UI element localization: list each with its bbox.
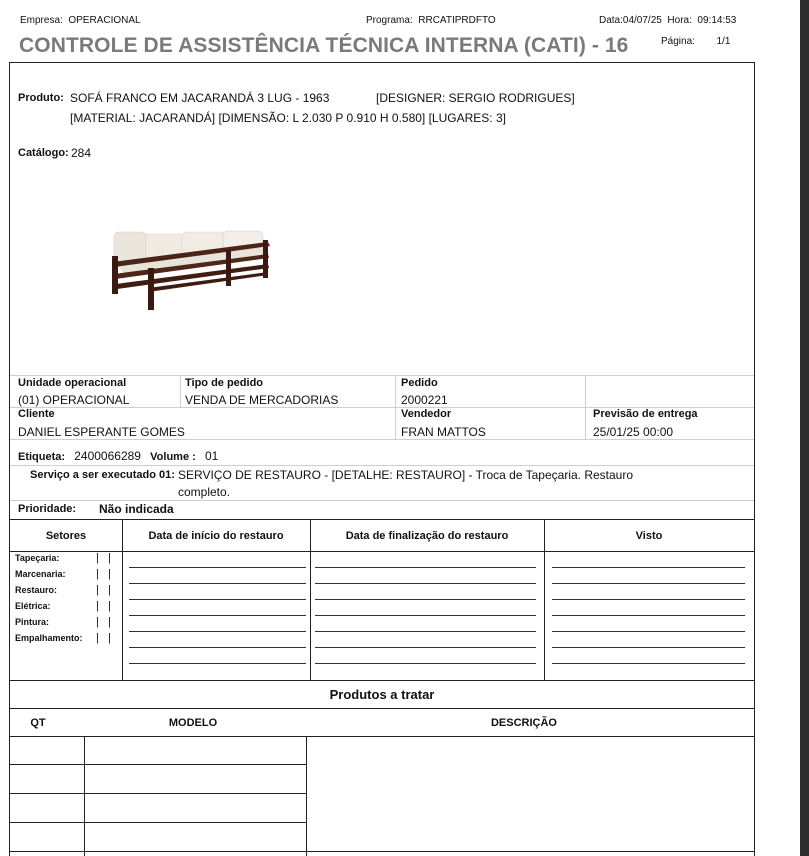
previsao-value: 25/01/25 00:00 bbox=[593, 425, 674, 439]
pagina-field: Página: 1/1 bbox=[661, 36, 731, 47]
col-data-finalizacao: Data de finalização do restauro bbox=[345, 530, 509, 542]
writing-line[interactable] bbox=[129, 583, 306, 584]
writing-line[interactable] bbox=[552, 615, 745, 616]
writing-line[interactable] bbox=[129, 647, 306, 648]
sector-pintura: Pintura: bbox=[15, 617, 50, 627]
sector-checkbox[interactable]: | | bbox=[96, 616, 111, 628]
col-setores: Setores bbox=[45, 530, 87, 542]
vendedor-label: Vendedor bbox=[401, 408, 452, 420]
tipo-pedido-value: VENDA DE MERCADORIAS bbox=[185, 393, 339, 407]
col-data-inicio: Data de início do restauro bbox=[148, 530, 284, 542]
writing-line[interactable] bbox=[315, 567, 536, 568]
writing-line[interactable] bbox=[552, 567, 745, 568]
writing-line[interactable] bbox=[315, 631, 536, 632]
writing-line[interactable] bbox=[129, 663, 306, 664]
writing-line[interactable] bbox=[315, 663, 536, 664]
vendedor-value: FRAN MATTOS bbox=[401, 425, 486, 439]
catalogo-label: Catálogo: bbox=[18, 147, 69, 159]
writing-line[interactable] bbox=[315, 615, 536, 616]
sector-checkbox[interactable]: | | bbox=[96, 552, 111, 564]
pedido-value: 2000221 bbox=[401, 393, 448, 407]
cliente-value: DANIEL ESPERANTE GOMES bbox=[18, 425, 185, 439]
pedido-label: Pedido bbox=[401, 377, 438, 389]
produtos-title: Produtos a tratar bbox=[329, 687, 435, 702]
product-photo-sofa bbox=[108, 226, 274, 312]
sector-eletrica: Elétrica: bbox=[15, 601, 51, 611]
produto-designer: [DESIGNER: SERGIO RODRIGUES] bbox=[376, 91, 575, 105]
servico-label: Serviço a ser executado 01: bbox=[30, 469, 175, 481]
col-modelo: MODELO bbox=[168, 717, 218, 729]
sector-marcenaria: Marcenaria: bbox=[15, 569, 66, 579]
writing-line[interactable] bbox=[129, 567, 306, 568]
writing-line[interactable] bbox=[315, 599, 536, 600]
tipo-pedido-label: Tipo de pedido bbox=[185, 377, 264, 389]
col-visto: Visto bbox=[635, 530, 663, 542]
writing-line[interactable] bbox=[552, 631, 745, 632]
product-qt-cell[interactable] bbox=[10, 737, 84, 764]
servico-line1: SERVIÇO DE RESTAURO - [DETALHE: RESTAURO] - Troca de Tapeçaria. Restauro bbox=[178, 468, 634, 482]
page-edge-shadow bbox=[800, 0, 809, 856]
unidade-value: (01) OPERACIONAL bbox=[18, 393, 130, 407]
product-descricao-cell[interactable] bbox=[307, 737, 754, 851]
sector-checkbox[interactable]: | | bbox=[96, 568, 111, 580]
writing-line[interactable] bbox=[552, 583, 745, 584]
sector-checkbox[interactable]: | | bbox=[96, 632, 111, 644]
sector-checkbox[interactable]: | | bbox=[96, 584, 111, 596]
writing-line[interactable] bbox=[129, 599, 306, 600]
sector-tapecaria: Tapeçaria: bbox=[15, 553, 60, 563]
writing-line[interactable] bbox=[552, 599, 745, 600]
data-hora-field: Data:04/07/25 Hora: 09:14:53 bbox=[599, 15, 737, 26]
writing-line[interactable] bbox=[129, 615, 306, 616]
produto-line1: SOFÁ FRANCO EM JACARANDÁ 3 LUG - 1963 bbox=[70, 91, 330, 105]
catalogo-value: 284 bbox=[71, 146, 92, 160]
etiqueta-field: Etiqueta: 2400066289 Volume : 01 bbox=[18, 449, 219, 463]
writing-line[interactable] bbox=[129, 631, 306, 632]
programa-field: Programa: RRCATIPRDFTO bbox=[366, 15, 496, 26]
prioridade-label: Prioridade: bbox=[18, 503, 77, 515]
writing-line[interactable] bbox=[552, 647, 745, 648]
writing-line[interactable] bbox=[315, 647, 536, 648]
sector-empalhamento: Empalhamento: bbox=[15, 633, 83, 643]
writing-line[interactable] bbox=[552, 663, 745, 664]
col-qt: QT bbox=[30, 717, 46, 729]
prioridade-value: Não indicada bbox=[99, 502, 174, 516]
writing-line[interactable] bbox=[315, 583, 536, 584]
col-descricao: DESCRIÇÃO bbox=[490, 717, 557, 729]
unidade-label: Unidade operacional bbox=[18, 377, 127, 389]
product-modelo-cell[interactable] bbox=[85, 737, 306, 764]
empresa-field: Empresa: OPERACIONAL bbox=[20, 15, 141, 26]
sector-checkbox[interactable]: | | bbox=[96, 600, 111, 612]
sofa-leg-front-left bbox=[112, 256, 118, 294]
cliente-label: Cliente bbox=[18, 408, 55, 420]
produto-label: Produto: bbox=[18, 92, 64, 104]
produto-line2: [MATERIAL: JACARANDÁ] [DIMENSÃO: L 2.030 P 0.910 H 0.580] [LUGARES: 3] bbox=[70, 111, 506, 125]
servico-line2: completo. bbox=[178, 485, 231, 499]
page-title: CONTROLE DE ASSISTÊNCIA TÉCNICA INTERNA (CATI) - 16 bbox=[19, 34, 629, 57]
sector-restauro: Restauro: bbox=[15, 585, 58, 595]
previsao-label: Previsão de entrega bbox=[593, 408, 698, 420]
